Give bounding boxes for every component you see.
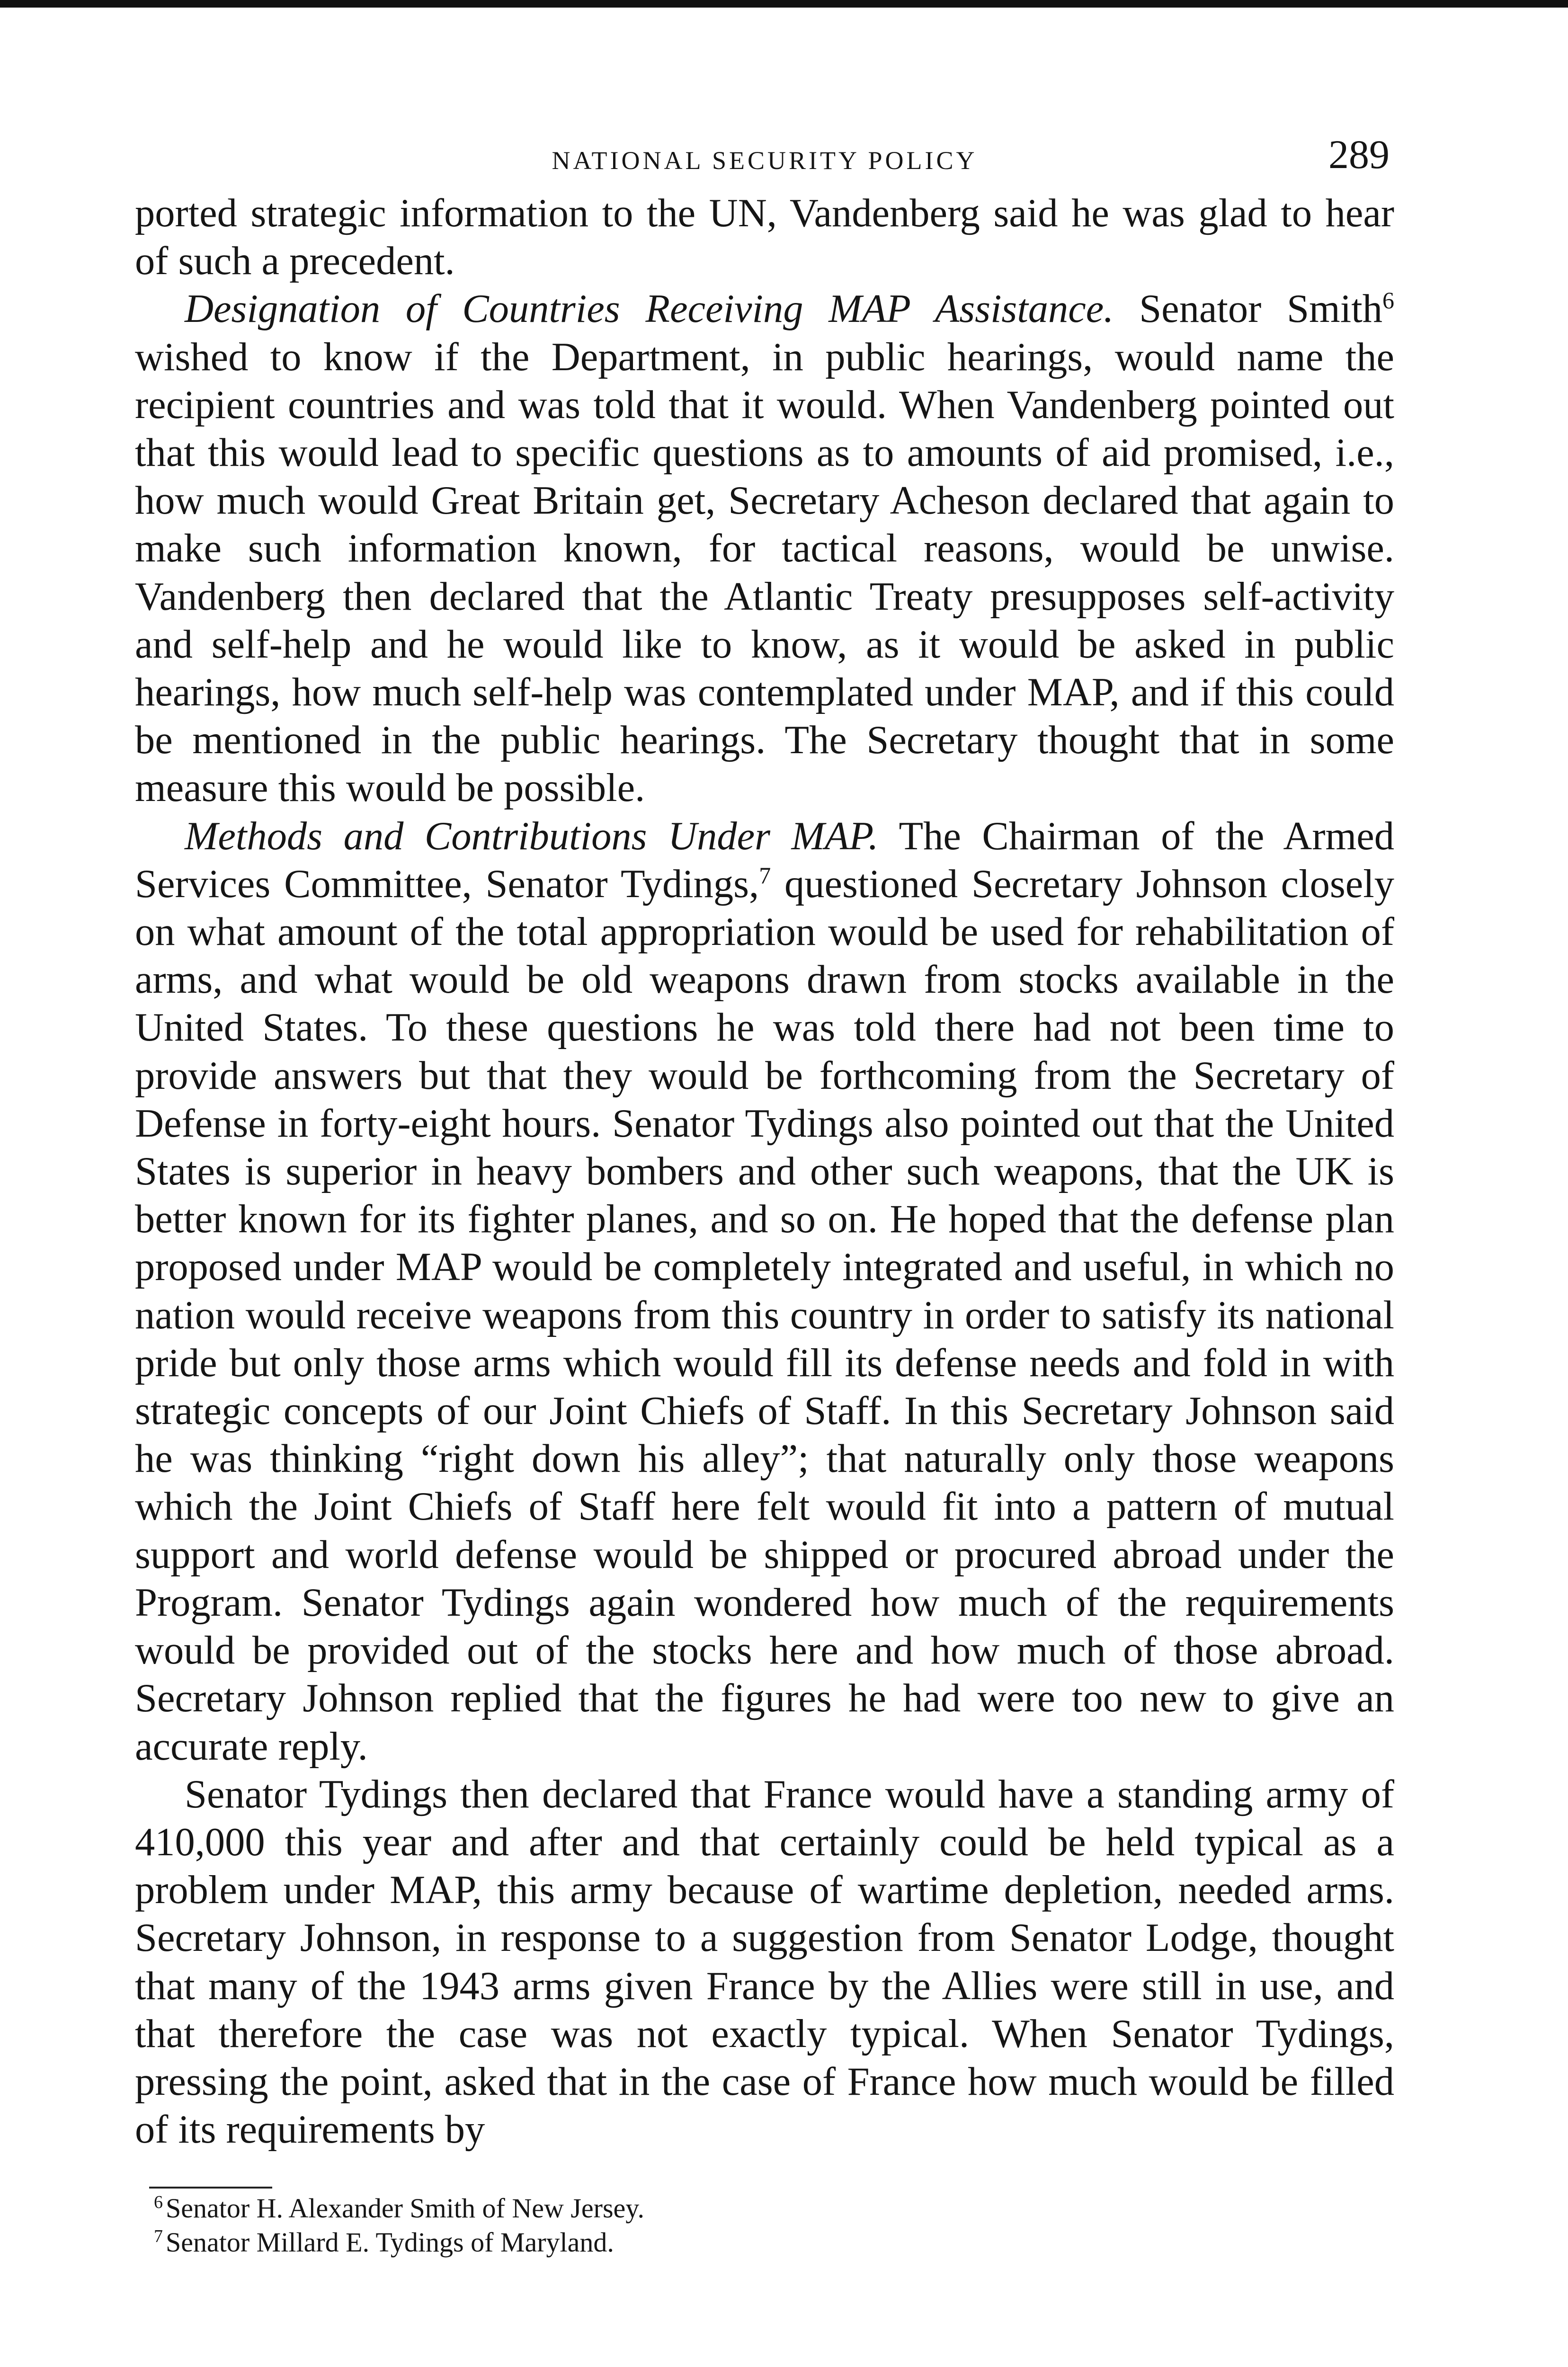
paragraph-text: Senator Smith: [1114, 287, 1382, 331]
book-page: [135, 118, 1394, 2260]
footnote-text: Senator Millard E. Tydings of Maryland.: [166, 2227, 614, 2258]
footnote-mark: 7: [154, 2226, 163, 2246]
paragraph-designation-of-countries: [135, 285, 1394, 812]
page-number: 289: [1328, 132, 1390, 177]
section-title-methods: Methods and Contributions Under MAP.: [185, 814, 879, 858]
running-title: NATIONAL SECURITY POLICY: [552, 146, 978, 175]
paragraph-continued: ported strategic information to the UN, Vandenberg said he was glad to hear of such a precedent.: [135, 191, 1394, 284]
footnote-reference-6: 6: [1382, 287, 1394, 314]
footnote-6: [135, 2191, 1394, 2225]
paragraph-text: wished to know if the Department, in public hearings, would name the recipient countries and was told that it would. When Vandenberg pointed out that this would lead to specific questions as to amounts of aid promised, i.e., how much would Great Britain get, Secretary Acheson declared that again to make such information known, for tactical reasons, would be unwise. Vandenberg then declared that the Atlantic Treaty presupposes self-activity and self-help and he would like to know, as it would be asked in public hearings, how much self-help was contemplated under MAP, and if this could be mentioned in the public hearings. The Secretary thought that in some measure this would be possible.: [135, 335, 1394, 810]
footnotes: [135, 2187, 1394, 2260]
footnote-reference-7: 7: [759, 862, 771, 889]
paragraph-text: The Chairman of the Armed Services Committee, Senator Tydings,: [135, 814, 1394, 906]
footnote-mark: 6: [154, 2192, 163, 2212]
running-head: [135, 118, 1394, 189]
paragraph-methods-and-contributions: [135, 812, 1394, 1771]
footnote-7: [135, 2225, 1394, 2260]
top-edge-rule: [0, 0, 1568, 8]
footnote-rule: [149, 2187, 272, 2189]
body-text: [135, 189, 1394, 2153]
paragraph-france-army: Senator Tydings then declared that France would have a standing army of 410,000 this year and after and that certainly could be held typical as a problem under MAP, this army because of wartime depletion, needed arms. Secretary Johnson, in response to a suggestion from Senator Lodge, thought that many of the 1943 arms given France by the Allies were still in use, and that therefore the case was not exactly typical. When Senator Tydings, pressing the point, asked that in the case of France how much would be filled of its requirements by: [135, 1772, 1394, 2152]
paragraph-text: questioned Secretary Johnson closely on what amount of the total appropriation would be used for rehabilitation of arms, and what would be old weapons drawn from stocks available in the United States. To these questions he was told there had not been time to provide answers but that they would be forthcoming from the Secretary of Defense in forty-eight hours. Senator Tydings also pointed out that the United States is superior in heavy bombers and other such weapons, that the UK is better known for its fighter planes, and so on. He hoped that the defense plan proposed under MAP would be completely integrated and useful, in which no nation would receive weapons from this country in order to satisfy its national pride but only those arms which would fill its defense needs and fold in with strategic concepts of our Joint Chiefs of Staff. In this Secretary Johnson said he was thinking “right down his alley”; that naturally only those weapons which the Joint Chiefs of Staff here felt would fit into a pattern of mutual support and world defense would be shipped or procured abroad under the Program. Senator Tydings again wondered how much of the requirements would be provided out of the stocks here and how much of those abroad. Secretary Johnson replied that the figures he had were too new to give an accurate reply.: [135, 862, 1395, 1769]
section-title-designation: Designation of Countries Receiving MAP Assistance.: [185, 287, 1114, 331]
footnote-text: Senator H. Alexander Smith of New Jersey.: [166, 2193, 645, 2224]
